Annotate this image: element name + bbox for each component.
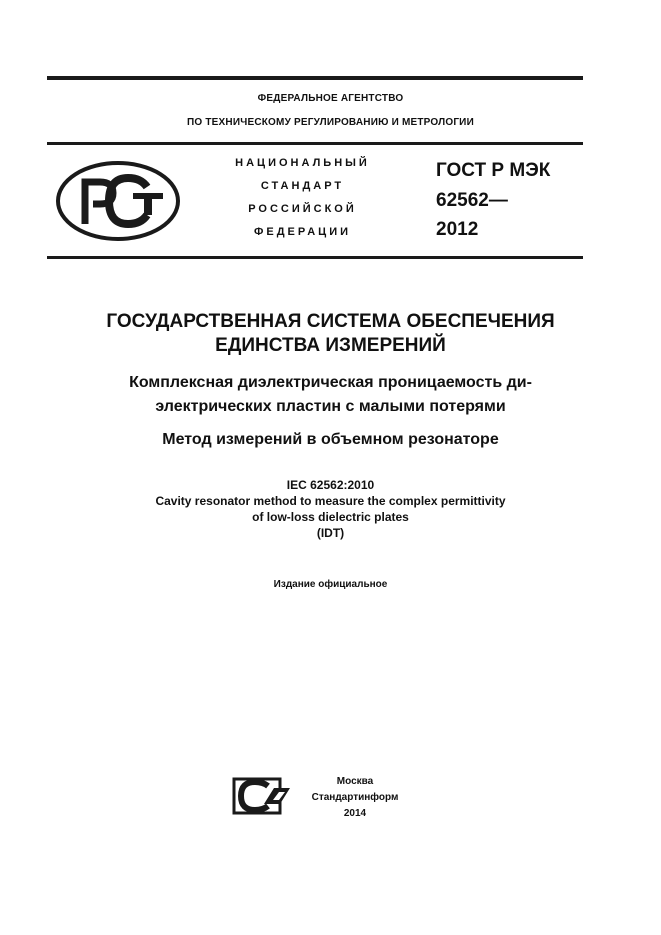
national-standard-line-3: РОССИЙСКОЙ <box>248 203 357 215</box>
subtitle-line-2: электрических пластин с малыми потерями <box>155 398 506 415</box>
standard-designation-line-2: 62562— <box>436 190 508 211</box>
national-standard-line-1: НАЦИОНАЛЬНЫЙ <box>235 157 370 169</box>
edition-label: Издание официальное <box>273 579 388 590</box>
main-title-line-1: ГОСУДАРСТВЕННАЯ СИСТЕМА ОБЕСПЕЧЕНИЯ <box>106 311 555 332</box>
iec-code: IEC 62562:2010 <box>286 478 375 492</box>
method-title: Метод измерений в объемном резонаторе <box>162 431 499 448</box>
publisher-city: Москва <box>336 776 374 787</box>
standard-designation-line-1: ГОСТ Р МЭК <box>436 160 551 181</box>
subtitle-line-1: Комплексная диэлектрическая проницаемость ди- <box>129 374 532 391</box>
national-standard-line-2: СТАНДАРТ <box>260 180 345 192</box>
standard-designation-line-3: 2012 <box>436 219 479 240</box>
publisher-year: 2014 <box>343 808 367 819</box>
iec-title-line-1: Cavity resonator method to measure the complex permittivity <box>155 494 506 508</box>
top-rule <box>47 76 583 80</box>
national-standard-line-4: ФЕДЕРАЦИИ <box>253 226 352 238</box>
header-rule <box>47 142 583 145</box>
agency-line-2: ПО ТЕХНИЧЕСКОМУ РЕГУЛИРОВАНИЮ И МЕТРОЛОГИИ <box>187 117 474 128</box>
iec-idt: (IDT) <box>316 526 345 540</box>
standartinform-logo <box>232 777 294 815</box>
publisher-name: Стандартинформ <box>311 792 399 803</box>
iec-title-line-2: of low-loss dielectric plates <box>252 510 409 524</box>
gost-r-logo <box>55 160 181 242</box>
agency-line-1: ФЕДЕРАЛЬНОЕ АГЕНТСТВО <box>257 93 404 104</box>
main-title-line-2: ЕДИНСТВА ИЗМЕРЕНИЙ <box>215 335 446 356</box>
designation-rule <box>47 256 583 259</box>
